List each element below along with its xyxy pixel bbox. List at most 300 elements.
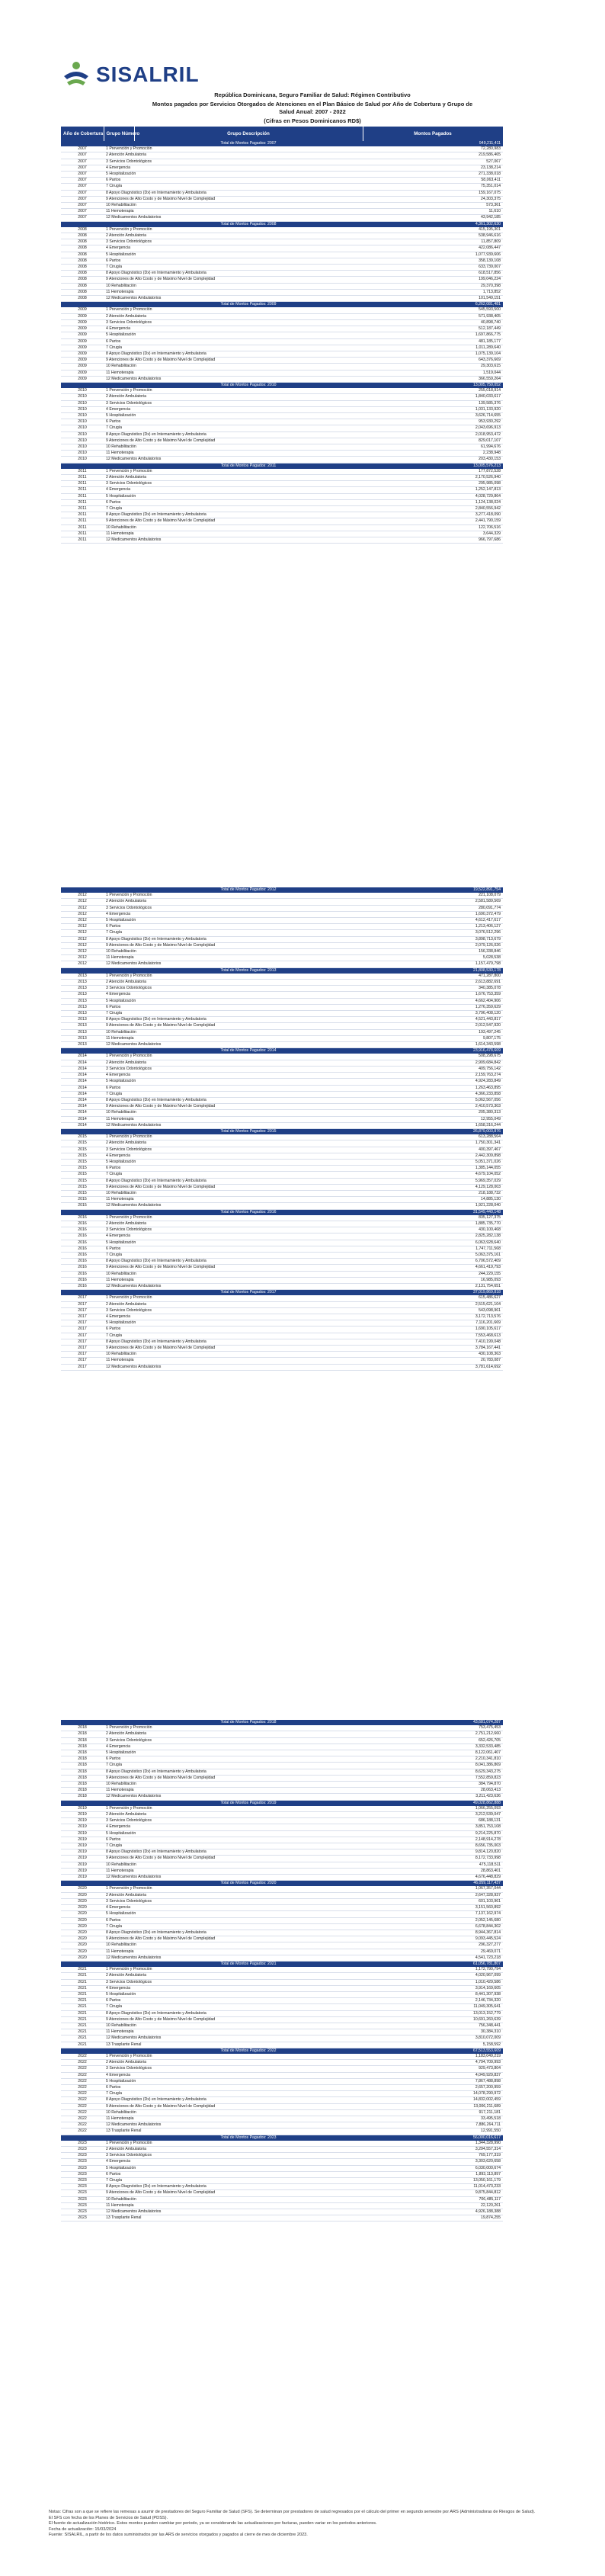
amount-cell: 2,751,212,660 <box>363 1731 503 1737</box>
year-total-row <box>61 887 503 893</box>
group-cell: 3 Servicios Odontológicos <box>104 481 363 487</box>
table-row <box>61 905 503 911</box>
table-row <box>61 525 503 531</box>
group-cell: 4 Emergencia <box>104 1073 363 1079</box>
table-row <box>61 1911 503 1917</box>
amount-cell: 4,676,448,829 <box>363 1875 503 1881</box>
table-row <box>61 1985 503 1991</box>
year-cell: 2015 <box>61 1147 104 1153</box>
table-row <box>61 1301 503 1307</box>
group-cell: 6 Partos <box>104 499 363 505</box>
group-cell: 4 Emergencia <box>104 487 363 493</box>
year-cell: 2013 <box>61 1011 104 1017</box>
amount-cell: 29,303,615 <box>363 364 503 370</box>
year-cell: 2008 <box>61 227 104 233</box>
year-cell: 2017 <box>61 1364 104 1370</box>
amount-cell: 12,991,550 <box>363 2128 503 2135</box>
note-line: Fuente: SISALRIL, a partir de los datos suministrados por las ARS de servicios otorgados y pagados al cierre de mes de diciembre 2023. <box>49 2533 308 2538</box>
group-cell: 9 Atenciones de Alto Costo y de Máximo Nivel de Complejidad <box>104 1346 363 1352</box>
year-total-label: Total de Montos Pagados: 2021 <box>134 1961 363 1967</box>
amount-cell: 422,086,447 <box>363 245 503 252</box>
table-row <box>61 332 503 338</box>
table-row <box>61 1949 503 1955</box>
table-row <box>61 1252 503 1258</box>
amount-cell: 652,426,705 <box>363 1737 503 1744</box>
year-cell: 2019 <box>61 1862 104 1868</box>
group-cell: 1 Prevención y Promoción <box>104 227 363 233</box>
group-cell: 12 Medicamentos Ambulatorios <box>104 1284 363 1290</box>
group-cell: 11 Hemoterapia <box>104 2116 363 2122</box>
amount-cell: 471,287,800 <box>363 974 503 980</box>
spacer-cell <box>61 2135 104 2141</box>
year-cell: 2013 <box>61 1035 104 1041</box>
group-cell: 7 Cirugía <box>104 2004 363 2010</box>
group-cell: 8 Apoyo Diagnóstico (Dx) en Internamiento y Ambulatoria <box>104 1097 363 1103</box>
group-cell: 7 Cirugía <box>104 930 363 936</box>
table-row <box>61 1892 503 1898</box>
table-row <box>61 203 503 209</box>
note-line: El SFS con fecha de los Planes de Servicios de Salud (PDSS). <box>49 2515 168 2520</box>
amount-cell: 929,473,804 <box>363 2066 503 2072</box>
year-cell: 2020 <box>61 1898 104 1904</box>
table-row <box>61 1358 503 1364</box>
group-cell: 9 Atenciones de Alto Costo y de Máximo Nivel de Complejidad <box>104 2103 363 2109</box>
table-row <box>61 184 503 190</box>
note-line: Notas: Cifras son a que se refiere las remesas a asumir de prestadores del Seguro Familiar de Salud (SFS). Se determinan por prestadores de salud regresados por el cálculo del primer en segundo semestre por ARS (Administradoras de Riesgos de Salud). <box>49 2510 536 2514</box>
group-cell: 6 Partos <box>104 1326 363 1333</box>
group-cell: 5 Hospitalización <box>104 172 363 178</box>
group-cell: 11 Hemoterapia <box>104 451 363 457</box>
year-cell: 2014 <box>61 1079 104 1085</box>
group-cell: 11 Hemoterapia <box>104 2029 363 2035</box>
payments-table <box>61 887 503 1371</box>
amount-cell: 8,656,735,003 <box>363 1843 503 1849</box>
group-cell: 10 Rehabilitación <box>104 949 363 955</box>
amount-cell: 769,177,319 <box>363 2153 503 2159</box>
group-cell: 9 Atenciones de Alto Costo y de Máximo Nivel de Complejidad <box>104 518 363 525</box>
year-total-row <box>61 463 503 469</box>
year-total-label: Total de Montos Pagados: 2008 <box>134 221 363 227</box>
year-cell: 2011 <box>61 474 104 480</box>
table-row <box>61 1794 503 1800</box>
amount-cell: 101,549,151 <box>363 296 503 302</box>
group-cell: 11 Hemoterapia <box>104 1116 363 1122</box>
spacer-cell <box>104 1128 134 1134</box>
group-cell: 2 Atención Ambulatoria <box>104 2147 363 2153</box>
table-row <box>61 1178 503 1184</box>
table-row <box>61 1023 503 1029</box>
year-cell: 2020 <box>61 1923 104 1930</box>
amount-cell: 2,210,341,810 <box>363 1756 503 1763</box>
amount-cell: 3,796,408,120 <box>363 1011 503 1017</box>
table-row <box>61 1184 503 1190</box>
spacer-cell <box>104 1048 134 1054</box>
amount-cell: 5,028,538 <box>363 955 503 961</box>
amount-cell: 1,658,316,244 <box>363 1122 503 1128</box>
year-cell: 2012 <box>61 961 104 967</box>
table-row <box>61 518 503 525</box>
table-row <box>61 1221 503 1227</box>
group-cell: 7 Cirugía <box>104 1011 363 1017</box>
amount-cell: 1,690,105,617 <box>363 1326 503 1333</box>
table-row <box>61 924 503 930</box>
table-row <box>61 1346 503 1352</box>
table-row <box>61 1898 503 1904</box>
table-row <box>61 431 503 438</box>
amount-cell: 4,129,128,003 <box>363 1184 503 1190</box>
table-row <box>61 2016 503 2023</box>
year-cell: 2022 <box>61 2054 104 2060</box>
year-cell: 2009 <box>61 351 104 357</box>
year-cell: 2007 <box>61 165 104 171</box>
amount-cell: 3,294,557,314 <box>363 2147 503 2153</box>
amount-cell: 4,366,233,858 <box>363 1091 503 1097</box>
year-cell: 2007 <box>61 184 104 190</box>
year-cell: 2012 <box>61 930 104 936</box>
year-cell: 2023 <box>61 2196 104 2202</box>
year-cell: 2007 <box>61 172 104 178</box>
amount-cell: 1,885,735,770 <box>363 1221 503 1227</box>
spacer-cell <box>61 1961 104 1967</box>
amount-cell: 2,238,948 <box>363 451 503 457</box>
amount-cell: 16,985,093 <box>363 1277 503 1283</box>
amount-cell: 29,370,398 <box>363 283 503 289</box>
group-cell: 4 Emergencia <box>104 1744 363 1750</box>
amount-cell: 1,066,255,093 <box>363 1806 503 1812</box>
amount-cell: 28,863,401 <box>363 1868 503 1874</box>
year-total-amount: 949,211,411 <box>363 141 503 146</box>
table-row <box>61 2078 503 2084</box>
spacer-cell <box>61 1290 104 1296</box>
year-cell: 2023 <box>61 2184 104 2190</box>
group-cell: 9 Atenciones de Alto Costo y de Máximo Nivel de Complejidad <box>104 1936 363 1942</box>
amount-cell: 3,810,072,009 <box>363 2035 503 2042</box>
amount-cell: 573,361 <box>363 203 503 209</box>
year-cell: 2021 <box>61 1967 104 1973</box>
group-cell: 3 Servicios Odontológicos <box>104 1066 363 1072</box>
table-row <box>61 1744 503 1750</box>
year-cell: 2009 <box>61 332 104 338</box>
table-row <box>61 1849 503 1856</box>
table-row <box>61 178 503 184</box>
year-total-amount: 19,522,891,754 <box>363 887 503 893</box>
spacer-cell <box>61 1048 104 1054</box>
group-cell: 12 Medicamentos Ambulatorios <box>104 2122 363 2128</box>
year-cell: 2019 <box>61 1868 104 1874</box>
amount-cell: 3,781,614,692 <box>363 1364 503 1370</box>
amount-cell: 1,697,866,775 <box>363 332 503 338</box>
year-cell: 2012 <box>61 899 104 905</box>
group-cell: 1 Prevención y Promoción <box>104 2141 363 2147</box>
table-row <box>61 1011 503 1017</box>
amount-cell: 633,739,007 <box>363 265 503 271</box>
group-cell: 10 Rehabilitación <box>104 1271 363 1277</box>
table-row <box>61 1763 503 1769</box>
year-cell: 2019 <box>61 1875 104 1881</box>
group-cell: 6 Partos <box>104 258 363 264</box>
year-cell: 2010 <box>61 438 104 444</box>
year-cell: 2013 <box>61 1004 104 1010</box>
year-cell: 2008 <box>61 245 104 252</box>
amount-cell: 122,706,516 <box>363 525 503 531</box>
group-cell: 11 Hemoterapia <box>104 1788 363 1794</box>
amount-cell: 14,832,002,459 <box>363 2097 503 2103</box>
year-total-label: Total de Montos Pagados: 2011 <box>134 463 363 469</box>
year-cell: 2010 <box>61 425 104 431</box>
amount-cell: 33,495,518 <box>363 2116 503 2122</box>
amount-cell: 2,012,547,920 <box>363 1023 503 1029</box>
table-row <box>61 481 503 487</box>
note-line: Fecha de actualización: 15/03/2024 <box>49 2526 117 2532</box>
year-cell: 2014 <box>61 1122 104 1128</box>
report-currency: (Cifras en Pesos Dominicanos RD$) <box>264 117 361 124</box>
amount-cell: 3,784,167,441 <box>363 1346 503 1352</box>
group-cell: 9 Atenciones de Alto Costo y de Máximo Nivel de Complejidad <box>104 438 363 444</box>
spacer-cell <box>61 382 104 388</box>
amount-cell: 953,930,292 <box>363 419 503 425</box>
amount-cell: 8,122,061,407 <box>363 1750 503 1756</box>
amount-cell: 4,679,104,052 <box>363 1172 503 1178</box>
year-cell: 2014 <box>61 1110 104 1116</box>
amount-cell: 4,028,729,864 <box>363 493 503 499</box>
table-row <box>61 2066 503 2072</box>
table-row <box>61 942 503 948</box>
amount-cell: 22,120,261 <box>363 2202 503 2209</box>
group-cell: 10 Rehabilitación <box>104 444 363 450</box>
spacer-cell <box>104 1290 134 1296</box>
group-cell: 12 Medicamentos Ambulatorios <box>104 296 363 302</box>
table-row <box>61 338 503 345</box>
amount-cell: 8,629,343,275 <box>363 1769 503 1775</box>
year-cell: 2012 <box>61 955 104 961</box>
table-row <box>61 1116 503 1122</box>
group-cell: 1 Prevención y Promoción <box>104 1134 363 1140</box>
year-total-row <box>61 1881 503 1887</box>
amount-cell: 3,212,539,047 <box>363 1812 503 1818</box>
table-row <box>61 2171 503 2177</box>
amount-cell: 2,840,556,942 <box>363 505 503 512</box>
amount-cell: 543,098,961 <box>363 1307 503 1314</box>
year-cell: 2008 <box>61 252 104 258</box>
spacer-cell <box>104 302 134 308</box>
amount-cell: 4,020,967,099 <box>363 1973 503 1979</box>
amount-cell: 538,946,616 <box>363 233 503 239</box>
table-row <box>61 1862 503 1868</box>
group-cell: 10 Rehabilitación <box>104 364 363 370</box>
amount-cell: 75,351,014 <box>363 184 503 190</box>
table-row <box>61 474 503 480</box>
amount-cell: 1,614,343,598 <box>363 1042 503 1048</box>
year-cell: 2008 <box>61 258 104 264</box>
table-row <box>61 1172 503 1178</box>
group-cell: 12 Medicamentos Ambulatorios <box>104 537 363 544</box>
group-cell: 5 Hospitalización <box>104 412 363 419</box>
amount-cell: 1,750,301,341 <box>363 1140 503 1147</box>
group-cell: 2 Atención Ambulatoria <box>104 980 363 986</box>
amount-cell: 139,585,376 <box>363 400 503 406</box>
table-row <box>61 296 503 302</box>
group-cell: 2 Atención Ambulatoria <box>104 474 363 480</box>
table-row <box>61 412 503 419</box>
group-cell: 4 Emergencia <box>104 1985 363 1991</box>
amount-cell: 7,410,199,048 <box>363 1339 503 1345</box>
table-row <box>61 949 503 955</box>
group-cell: 4 Emergencia <box>104 2159 363 2165</box>
group-cell: 4 Emergencia <box>104 911 363 917</box>
group-cell: 7 Cirugía <box>104 2091 363 2097</box>
group-cell: 1 Prevención y Promoción <box>104 1215 363 1221</box>
report-subtitle: República Dominicana, Seguro Familiar de Salud: Régimen Contributivo <box>214 91 411 98</box>
table-row <box>61 1737 503 1744</box>
table-row <box>61 209 503 215</box>
group-cell: 5 Hospitalización <box>104 252 363 258</box>
year-cell: 2018 <box>61 1782 104 1788</box>
amount-cell: 296,327,277 <box>363 1942 503 1949</box>
group-cell: 7 Cirugía <box>104 1923 363 1930</box>
table-row <box>61 1856 503 1862</box>
year-cell: 2022 <box>61 2060 104 2066</box>
group-cell: 2 Atención Ambulatoria <box>104 313 363 319</box>
table-row <box>61 2010 503 2016</box>
year-cell: 2013 <box>61 980 104 986</box>
payments-table <box>61 1720 503 2222</box>
table-row <box>61 245 503 252</box>
group-cell: 12 Medicamentos Ambulatorios <box>104 1875 363 1881</box>
group-cell: 5 Hospitalización <box>104 1991 363 1997</box>
table-row <box>61 1097 503 1103</box>
amount-cell: 7,552,859,823 <box>363 1775 503 1781</box>
amount-cell: 1,344,328,990 <box>363 2141 503 2147</box>
amount-cell: 9,814,120,820 <box>363 1849 503 1856</box>
spacer-cell <box>104 141 134 146</box>
amount-cell: 14,078,290,972 <box>363 2091 503 2097</box>
table-row <box>61 1110 503 1116</box>
table-row <box>61 1104 503 1110</box>
table-row <box>61 1731 503 1737</box>
year-total-row <box>61 221 503 227</box>
group-cell: 2 Atención Ambulatoria <box>104 394 363 400</box>
year-cell: 2016 <box>61 1246 104 1252</box>
amount-cell: 3,211,423,636 <box>363 1794 503 1800</box>
table-row <box>61 1942 503 1949</box>
group-cell: 7 Cirugía <box>104 1091 363 1097</box>
group-cell: 1 Prevención y Promoción <box>104 1886 363 1892</box>
group-cell: 10 Rehabilitación <box>104 1782 363 1788</box>
table-row <box>61 271 503 277</box>
group-cell: 7 Cirugía <box>104 265 363 271</box>
amount-cell: 29,469,071 <box>363 1949 503 1955</box>
table-row <box>61 1240 503 1246</box>
year-cell: 2022 <box>61 2116 104 2122</box>
year-cell: 2013 <box>61 1023 104 1029</box>
year-cell: 2010 <box>61 444 104 450</box>
table-row <box>61 1875 503 1881</box>
year-total-amount: 13,005,750,052 <box>363 382 503 388</box>
table-row <box>61 258 503 264</box>
group-cell: 2 Atención Ambulatoria <box>104 1301 363 1307</box>
brand-name: SISALRIL <box>96 63 200 86</box>
year-cell: 2017 <box>61 1320 104 1326</box>
table-row <box>61 998 503 1004</box>
amount-cell: 2,442,309,898 <box>363 1153 503 1159</box>
amount-cell: 508,298,675 <box>363 1054 503 1060</box>
table-row <box>61 388 503 394</box>
amount-cell: 8,041,386,869 <box>363 1763 503 1769</box>
table-row <box>61 980 503 986</box>
year-cell: 2017 <box>61 1358 104 1364</box>
year-total-row <box>61 2048 503 2054</box>
table-row <box>61 2184 503 2190</box>
table-row <box>61 438 503 444</box>
year-cell: 2018 <box>61 1750 104 1756</box>
group-cell: 3 Servicios Odontológicos <box>104 1898 363 1904</box>
group-cell: 5 Hospitalización <box>104 1320 363 1326</box>
amount-cell: 1,840,033,617 <box>363 394 503 400</box>
table-row <box>61 1868 503 1874</box>
year-cell: 2013 <box>61 1029 104 1035</box>
table-row <box>61 1917 503 1923</box>
sisalril-logo <box>61 59 200 90</box>
amount-cell: 11,857,809 <box>363 239 503 245</box>
table-row <box>61 2029 503 2035</box>
amount-cell: 7,553,468,613 <box>363 1333 503 1339</box>
amount-cell: 545,593,500 <box>363 307 503 313</box>
amount-cell: 205,380,313 <box>363 1110 503 1116</box>
spacer-cell <box>104 1881 134 1887</box>
year-cell: 2011 <box>61 487 104 493</box>
group-cell: 12 Medicamentos Ambulatorios <box>104 1794 363 1800</box>
group-cell: 10 Rehabilitación <box>104 283 363 289</box>
group-cell: 5 Hospitalización <box>104 2078 363 2084</box>
amount-cell: 280,091,774 <box>363 905 503 911</box>
amount-cell: 6,030,000,674 <box>363 2165 503 2171</box>
group-cell: 5 Hospitalización <box>104 2165 363 2171</box>
amount-cell: 1,276,359,629 <box>363 1004 503 1010</box>
amount-cell: 271,338,018 <box>363 172 503 178</box>
group-cell: 2 Atención Ambulatoria <box>104 899 363 905</box>
group-cell: 1 Prevención y Promoción <box>104 307 363 313</box>
group-cell: 11 Hemoterapia <box>104 2202 363 2209</box>
table-row <box>61 1073 503 1079</box>
amount-cell: 400,397,467 <box>363 1147 503 1153</box>
amount-cell: 2,647,328,937 <box>363 1892 503 1898</box>
amount-cell: 20,783,087 <box>363 1358 503 1364</box>
table-row <box>61 1806 503 1812</box>
group-cell: 9 Atenciones de Alto Costo y de Máximo Nivel de Complejidad <box>104 196 363 202</box>
year-total-amount: 56,000,016,617 <box>363 2135 503 2141</box>
year-total-row <box>61 2135 503 2141</box>
year-cell: 2011 <box>61 531 104 537</box>
group-cell: 10 Rehabilitación <box>104 1942 363 1949</box>
year-total-label: Total de Montos Pagados: 2019 <box>134 1800 363 1806</box>
table-row <box>61 1233 503 1240</box>
group-cell: 2 Atención Ambulatoria <box>104 1221 363 1227</box>
year-cell: 2007 <box>61 146 104 152</box>
amount-cell: 1,713,852 <box>363 289 503 295</box>
amount-cell: 643,376,669 <box>363 358 503 364</box>
group-cell: 1 Prevención y Promoción <box>104 469 363 475</box>
amount-cell: 615,486,627 <box>363 1295 503 1301</box>
column-header: Grupo Descripción <box>134 127 363 141</box>
table-row <box>61 190 503 196</box>
table-row <box>61 1973 503 1979</box>
column-header: Grupo Número <box>104 127 134 141</box>
year-total-amount: 43,681,074,287 <box>363 1720 503 1725</box>
group-cell: 1 Prevención y Promoción <box>104 388 363 394</box>
year-cell: 2018 <box>61 1731 104 1737</box>
year-total-row <box>61 1290 503 1296</box>
group-cell: 3 Servicios Odontológicos <box>104 400 363 406</box>
